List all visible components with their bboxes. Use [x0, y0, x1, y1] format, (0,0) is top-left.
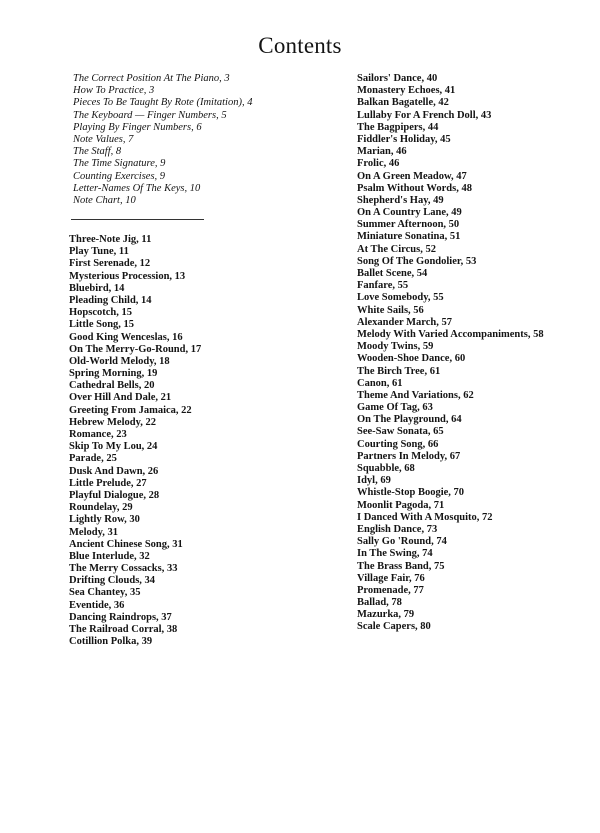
contents-entry: Miniature Sonatina, 51	[357, 231, 461, 243]
contents-entry: Summer Afternoon, 50	[357, 219, 460, 231]
contents-entry: Whistle-Stop Boogie, 70	[357, 487, 465, 499]
right-column-list	[357, 73, 544, 634]
contents-entry: Shepherd's Hay, 49	[357, 194, 444, 206]
contents-entry: Skip To My Lou, 24	[69, 441, 158, 453]
contents-entry: Canon, 61	[357, 377, 403, 389]
contents-entry: Lightly Row, 30	[69, 514, 140, 526]
contents-entry: Frolic, 46	[357, 158, 400, 170]
contents-entry: Sailors' Dance, 40	[357, 73, 438, 84]
contents-entry: Song Of The Gondolier, 53	[357, 255, 477, 267]
contents-entry-intro: Letter-Names Of The Keys, 10	[73, 182, 201, 194]
contents-entry: Romance, 23	[69, 429, 127, 440]
contents-entry: Roundelay, 29	[69, 502, 133, 514]
contents-entry: Dusk And Dawn, 26	[69, 465, 159, 477]
contents-entry: In The Swing, 74	[357, 548, 433, 560]
contents-entry: The Birch Tree, 61	[357, 365, 441, 377]
contents-entry: Drifting Clouds, 34	[69, 575, 156, 587]
contents-entry: I Danced With A Mosquito, 72	[357, 511, 493, 523]
contents-entry: The Brass Band, 75	[357, 560, 445, 572]
contents-entry: First Serenade, 12	[69, 258, 151, 270]
contents-entry-intro: How To Practice, 3	[73, 85, 155, 97]
contents-entry: Fanfare, 55	[357, 280, 409, 292]
contents-entry: Ancient Chinese Song, 31	[69, 538, 183, 550]
left-column-list	[69, 234, 201, 648]
contents-entry: Village Fair, 76	[357, 572, 425, 584]
contents-entry: On A Green Meadow, 47	[357, 170, 467, 182]
intro-list	[73, 73, 252, 207]
contents-entry: Over Hill And Dale, 21	[69, 392, 172, 404]
contents-entry: White Sails, 56	[357, 304, 424, 316]
contents-entry: Ballad, 78	[357, 597, 402, 609]
contents-entry: Eventide, 36	[69, 599, 125, 611]
divider	[71, 219, 204, 220]
contents-entry: Good King Wenceslas, 16	[69, 331, 183, 343]
contents-entry: Parade, 25	[69, 453, 117, 465]
contents-entry: Scale Capers, 80	[357, 621, 431, 633]
page-title: Contents	[258, 33, 342, 58]
contents-entry: Melody, 31	[69, 526, 118, 538]
contents-entry-intro: The Keyboard — Finger Numbers, 5	[73, 109, 227, 121]
contents-entry: Promenade, 77	[357, 584, 424, 596]
contents-entry: At The Circus, 52	[357, 243, 436, 255]
contents-entry: Blue Interlude, 32	[69, 550, 150, 562]
contents-entry: Moonlit Pagoda, 71	[357, 499, 445, 511]
contents-entry: Wooden-Shoe Dance, 60	[357, 353, 466, 365]
contents-entry: Old-World Melody, 18	[69, 355, 170, 367]
contents-entry: Sea Chantey, 35	[69, 587, 141, 599]
contents-entry-intro: The Staff, 8	[73, 146, 122, 158]
contents-entry: The Railroad Corral, 38	[69, 624, 178, 635]
contents-entry-intro: Pieces To Be Taught By Rote (Imitation), 4	[73, 97, 253, 109]
contents-entry: Fiddler's Holiday, 45	[357, 133, 451, 145]
contents-entry: Cotillion Polka, 39	[69, 636, 153, 648]
contents-entry: Monastery Echoes, 41	[357, 85, 456, 97]
contents-entry-intro: Counting Exercises, 9	[73, 170, 166, 182]
contents-entry: Little Prelude, 27	[69, 477, 147, 489]
contents-entry: Spring Morning, 19	[69, 368, 158, 380]
contents-entry: Balkan Bagatelle, 42	[357, 97, 449, 109]
contents-entry: The Merry Cossacks, 33	[69, 563, 178, 575]
contents-entry: Ballet Scene, 54	[357, 268, 428, 279]
contents-entry: Idyl, 69	[357, 475, 391, 487]
contents-entry: English Dance, 73	[357, 523, 438, 535]
contents-entry: On A Country Lane, 49	[357, 207, 462, 219]
contents-entry: Greeting From Jamaica, 22	[69, 404, 192, 416]
contents-entry: Pleading Child, 14	[69, 294, 152, 306]
contents-entry: Little Song, 15	[69, 319, 135, 331]
contents-entry: Squabble, 68	[357, 463, 415, 474]
contents-entry: Sally Go 'Round, 74	[357, 536, 447, 548]
contents-entry-intro: Playing By Finger Numbers, 6	[73, 121, 202, 133]
contents-entry: Play Tune, 11	[69, 246, 129, 258]
contents-entry: Psalm Without Words, 48	[357, 182, 472, 194]
contents-entry: Partners In Melody, 67	[357, 450, 461, 462]
contents-entry: On The Playground, 64	[357, 414, 462, 426]
contents-entry: Mysterious Procession, 13	[69, 270, 186, 282]
contents-entry-intro: Note Values, 7	[73, 133, 134, 145]
contents-entry: Marian, 46	[357, 146, 407, 158]
contents-entry: Courting Song, 66	[357, 438, 439, 450]
contents-entry: See-Saw Sonata, 65	[357, 426, 444, 438]
contents-entry: Theme And Variations, 62	[357, 389, 474, 401]
contents-entry: Hopscotch, 15	[69, 307, 132, 319]
contents-entry: On The Merry-Go-Round, 17	[69, 343, 202, 355]
contents-entry: Alexander March, 57	[357, 316, 452, 328]
contents-entry-intro: The Correct Position At The Piano, 3	[73, 73, 230, 84]
contents-entry: The Bagpipers, 44	[357, 121, 439, 133]
contents-entry: Bluebird, 14	[69, 282, 125, 294]
contents-entry: Three-Note Jig, 11	[69, 234, 152, 245]
contents-entry: Lullaby For A French Doll, 43	[357, 109, 492, 121]
contents-entry-intro: Note Chart, 10	[73, 194, 136, 206]
contents-entry: Game Of Tag, 63	[357, 402, 433, 414]
contents-entry: Hebrew Melody, 22	[69, 416, 157, 428]
contents-entry: Moody Twins, 59	[357, 341, 434, 353]
contents-entry: Dancing Raindrops, 37	[69, 611, 172, 623]
contents-entry: Mazurka, 79	[357, 609, 415, 621]
contents-entry: Cathedral Bells, 20	[69, 380, 155, 392]
contents-entry-intro: The Time Signature, 9	[73, 158, 166, 170]
contents-entry: Playful Dialogue, 28	[69, 489, 160, 501]
contents-entry: Melody With Varied Accompaniments, 58	[357, 328, 544, 340]
contents-entry: Love Somebody, 55	[357, 292, 444, 304]
